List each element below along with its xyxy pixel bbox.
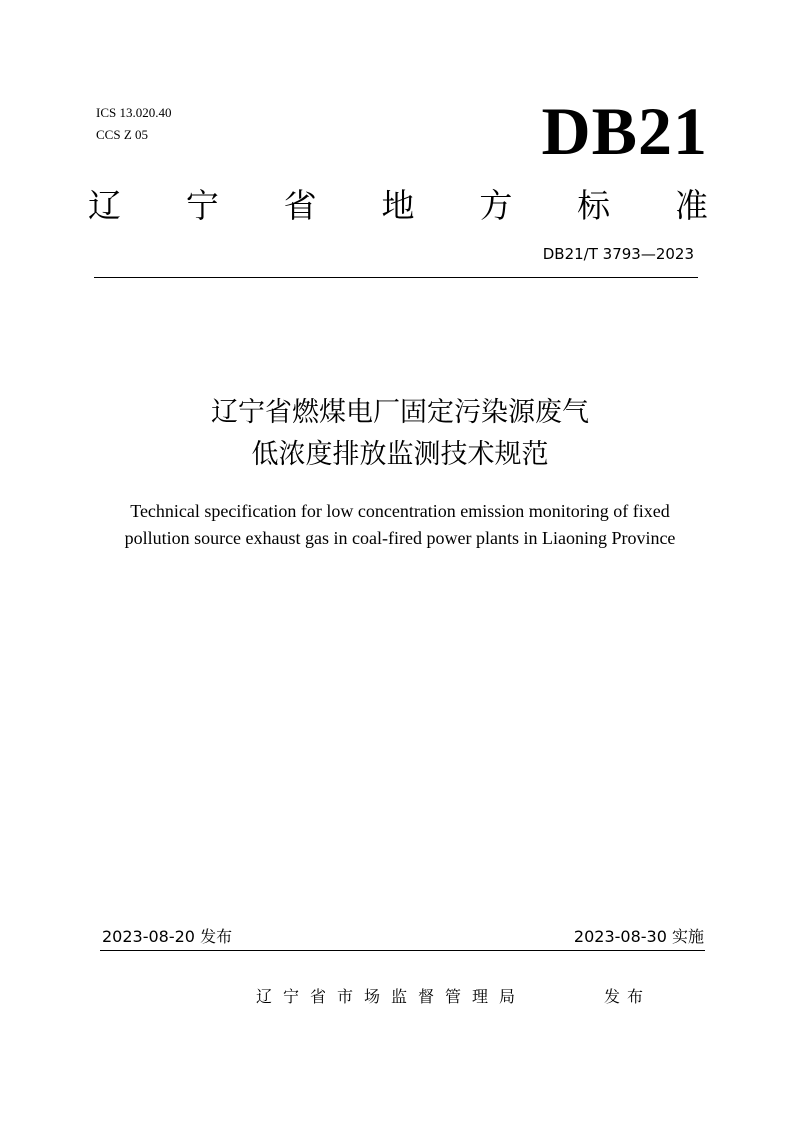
standard-type-char: 辽 — [88, 186, 121, 225]
classification-codes — [96, 102, 171, 146]
issuing-verb: 发布 — [604, 987, 651, 1006]
chinese-title-line: 辽宁省燃煤电厂固定污染源废气 — [211, 397, 589, 428]
footer-divider — [100, 950, 705, 951]
standard-type-char: 方 — [479, 186, 513, 225]
standard-type-char: 地 — [381, 186, 415, 225]
standard-type-char: 省 — [283, 186, 317, 225]
issue-date: 2023-08-20 发布 — [102, 927, 233, 946]
ccs-code: CCS Z 05 — [96, 127, 149, 142]
english-title — [0, 498, 800, 552]
standard-number: DB21/T 3793—2023 — [542, 245, 694, 263]
ics-code: ICS 13.020.40 — [96, 105, 172, 120]
chinese-title — [0, 392, 800, 476]
standard-type-char: 标 — [577, 186, 611, 225]
issuing-authority: 辽宁省市场监督管理局 — [256, 987, 527, 1006]
english-title-line: Technical specification for low concentration emission monitoring of fixed — [130, 501, 670, 521]
standard-type-char: 宁 — [185, 186, 219, 225]
header-divider — [94, 277, 698, 278]
standard-type-heading — [88, 186, 708, 226]
implementation-date: 2023-08-30 实施 — [573, 927, 704, 946]
standard-code-logo: DB21 — [541, 93, 708, 169]
standard-type-char: 准 — [674, 186, 708, 225]
english-title-line: pollution source exhaust gas in coal-fired power plants in Liaoning Province — [124, 528, 676, 548]
chinese-title-line: 低浓度排放监测技术规范 — [251, 439, 549, 470]
